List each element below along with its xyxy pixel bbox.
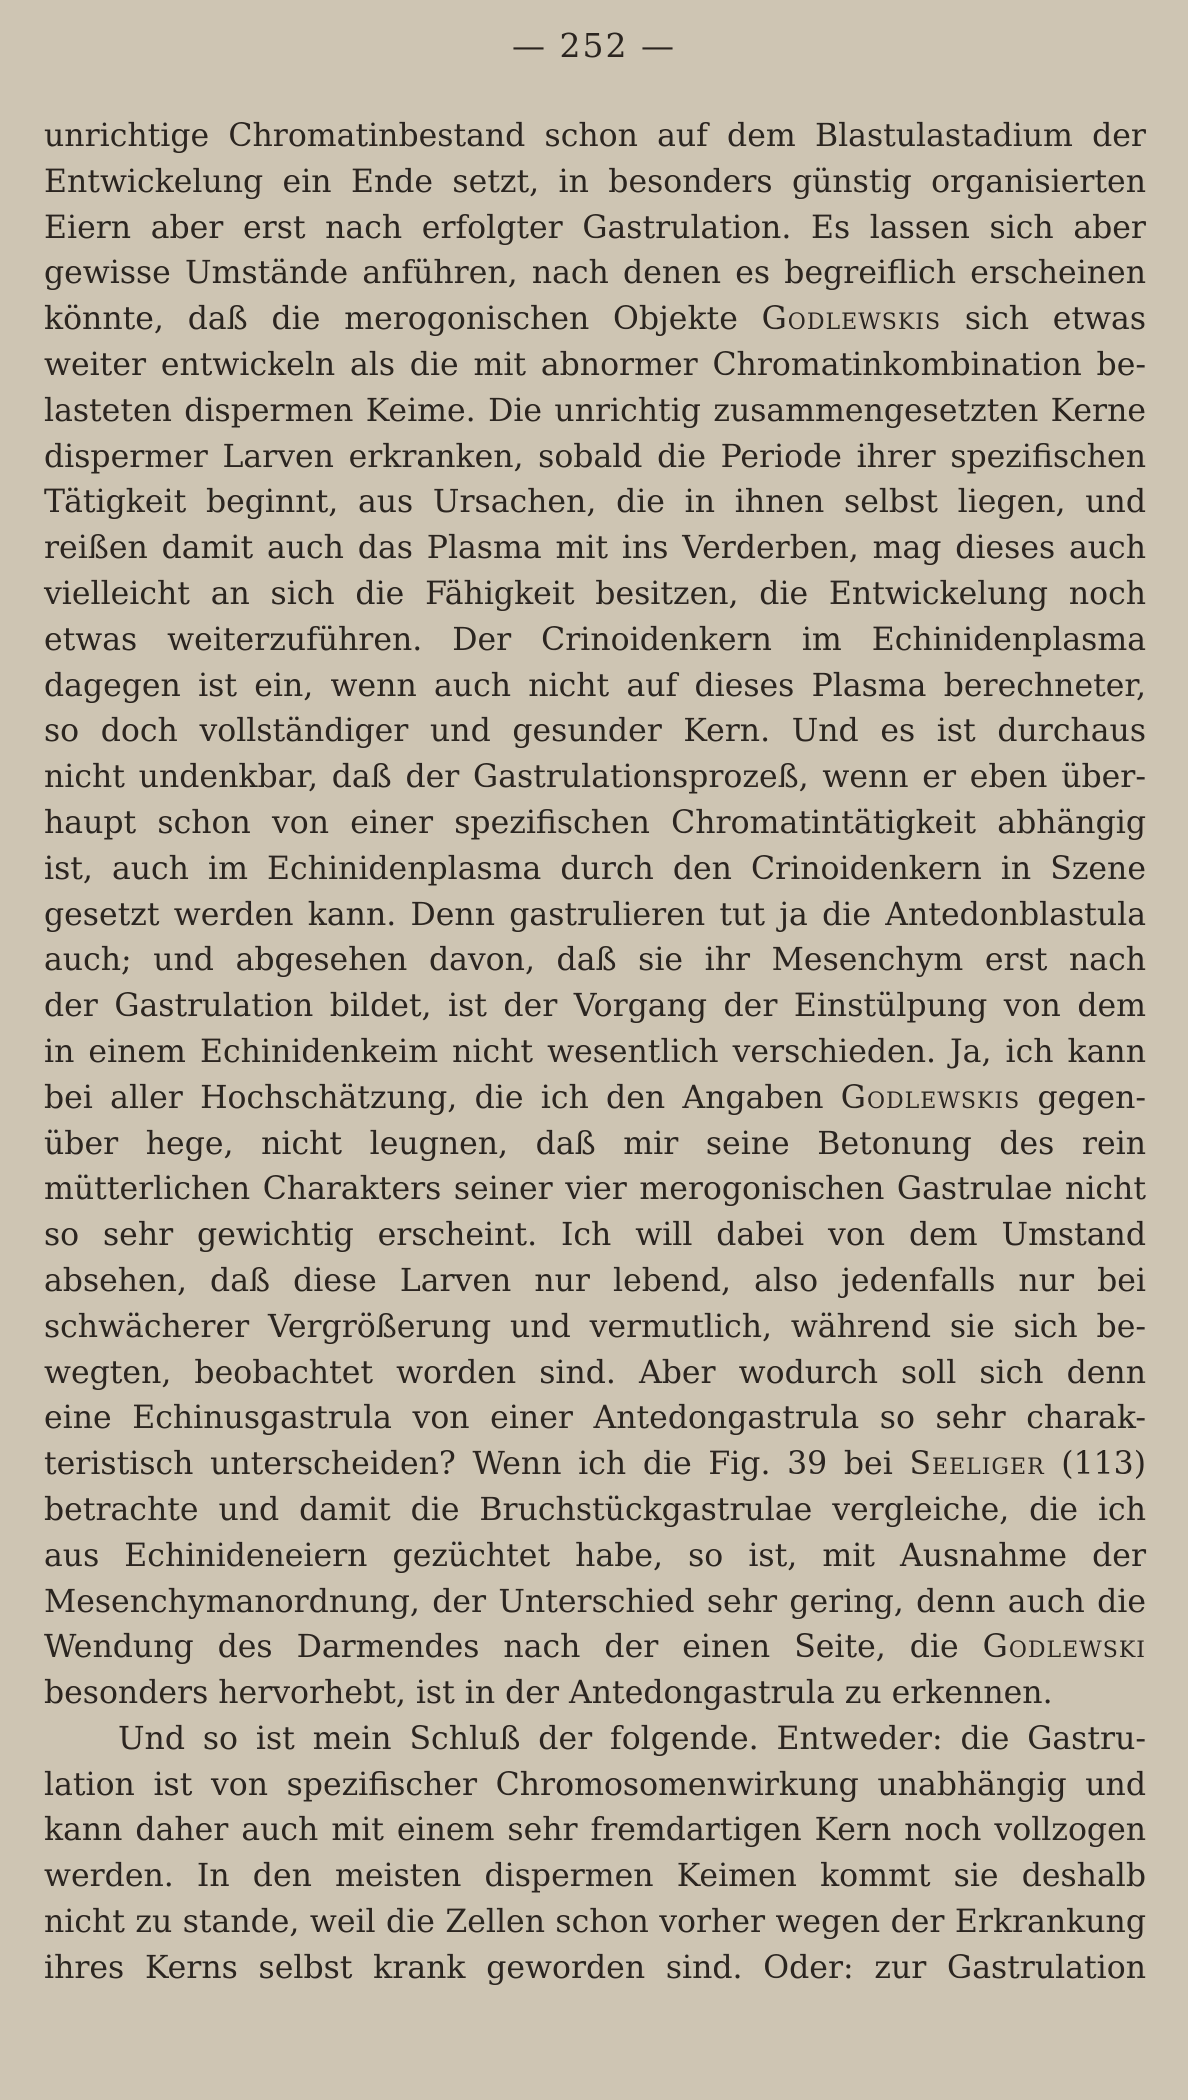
text-line: Entwickelung ein Ende setzt, in besonders günstig organisierten [44, 163, 1146, 200]
text-line: schwächerer Vergrößerung und vermutlich, während sie sich be- [44, 1308, 1146, 1345]
body-text [44, 114, 1146, 1992]
text-line [44, 297, 1146, 343]
text-line: auch; und abgesehen davon, daß sie ihr Mesenchym erst nach [44, 942, 1146, 979]
text-segment: (113) [1044, 1446, 1147, 1483]
text-line: ist, auch im Echinidenplasma durch den Crinoidenkern in Szene [44, 850, 1146, 887]
text-line: reißen damit auch das Plasma mit ins Verderben, mag dieses auch [44, 530, 1146, 567]
text-line: absehen, daß diese Larven nur lebend, also jedenfalls nur bei [44, 1262, 1146, 1299]
text-segment: gegen- [1020, 1079, 1146, 1116]
text-line: in einem Echinidenkeim nicht wesentlich verschieden. Ja, ich kann [44, 1033, 1146, 1070]
text-line: dagegen ist ein, wenn auch nicht auf dieses Plasma berechneter, [44, 667, 1146, 704]
text-line: Eiern aber erst nach erfolgter Gastrulation. Es lassen sich aber [44, 209, 1146, 246]
text-line: aus Echinideneiern gezüchtet habe, so ist, mit Ausnahme der [44, 1537, 1146, 1574]
text-line: dispermer Larven erkranken, sobald die Periode ihrer spezifischen [44, 438, 1146, 475]
text-line: ihres Kerns selbst krank geworden sind. Oder: zur Gastrulation [44, 1949, 1146, 1986]
text-line: lasteten dispermen Keime. Die unrichtig zusammengesetzten Kerne [44, 392, 1146, 429]
text-line: betrachte und damit die Bruchstückgastrulae vergleiche, die ich [44, 1491, 1146, 1528]
text-line: über hege, nicht leugnen, daß mir seine Betonung des rein [44, 1125, 1146, 1162]
text-segment: sich etwas [941, 301, 1147, 338]
text-line: Mesenchymanordnung, der Unterschied sehr gering, denn auch die [44, 1583, 1146, 1620]
text-line: mütterlichen Charakters seiner vier merogonischen Gastrulae nicht [44, 1171, 1146, 1208]
text-line: lation ist von spezifischer Chromosomenwirkung unabhängig und [44, 1766, 1146, 1803]
text-segment: Wendung des Darmendes nach der einen Seite, die [44, 1629, 983, 1666]
text-line: werden. In den meisten dispermen Keimen kommt sie deshalb [44, 1858, 1146, 1895]
text-line: eine Echinusgastrula von einer Antedongastrula so sehr charak- [44, 1400, 1146, 1437]
text-line: besonders hervorhebt, ist in der Antedongastrula zu erkennen. [44, 1675, 1053, 1712]
text-line: Und so ist mein Schluß der folgende. Entweder: die Gastru- [118, 1720, 1146, 1757]
text-line: weiter entwickeln als die mit abnormer Chromatinkombination be- [44, 346, 1146, 383]
text-line: vielleicht an sich die Fähigkeit besitzen, die Entwickelung noch [44, 575, 1146, 612]
text-segment: könnte, daß die merogonischen Objekte [44, 301, 762, 338]
text-line: gewisse Umstände anführen, nach denen es begreiflich erscheinen [44, 255, 1146, 292]
text-line: haupt schon von einer spezifischen Chromatintätigkeit abhängig [44, 804, 1146, 841]
text-line: Tätigkeit beginnt, aus Ursachen, die in ihnen selbst liegen, und [44, 484, 1146, 521]
author-name: Godlewskis [840, 1079, 1021, 1116]
text-line [44, 1442, 1146, 1488]
text-line: gesetzt werden kann. Denn gastrulieren tut ja die Antedonblastula [44, 896, 1146, 933]
text-line: kann daher auch mit einem sehr fremdartigen Kern noch vollzogen [44, 1812, 1146, 1849]
author-name: Godlewski [982, 1629, 1146, 1666]
text-line: wegten, beobachtet worden sind. Aber wodurch soll sich denn [44, 1354, 1146, 1391]
text-line: der Gastrulation bildet, ist der Vorgang der Einstülpung von dem [44, 988, 1146, 1025]
author-name: Godlewskis [761, 301, 942, 338]
author-name: Seeliger [909, 1446, 1045, 1483]
text-line: nicht zu stande, weil die Zellen schon vorher wegen der Erkrankung [44, 1904, 1146, 1941]
text-segment: bei aller Hochschätzung, die ich den Angaben [44, 1079, 841, 1116]
text-segment: teristisch unterscheiden? Wenn ich die Fig. 39 bei [44, 1446, 910, 1483]
text-line [44, 1625, 1146, 1671]
text-line: so sehr gewichtig erscheint. Ich will dabei von dem Umstand [44, 1217, 1146, 1254]
text-line: nicht undenkbar, daß der Gastrulationsprozeß, wenn er eben über- [44, 759, 1146, 796]
page-number: — 252 — [512, 26, 676, 65]
text-line: unrichtige Chromatinbestand schon auf dem Blastulastadium der [44, 118, 1146, 154]
text-line: so doch vollständiger und gesunder Kern. Und es ist durchaus [44, 713, 1146, 750]
text-line: etwas weiterzuführen. Der Crinoidenkern im Echinidenplasma [44, 621, 1146, 658]
text-line [44, 1076, 1146, 1122]
